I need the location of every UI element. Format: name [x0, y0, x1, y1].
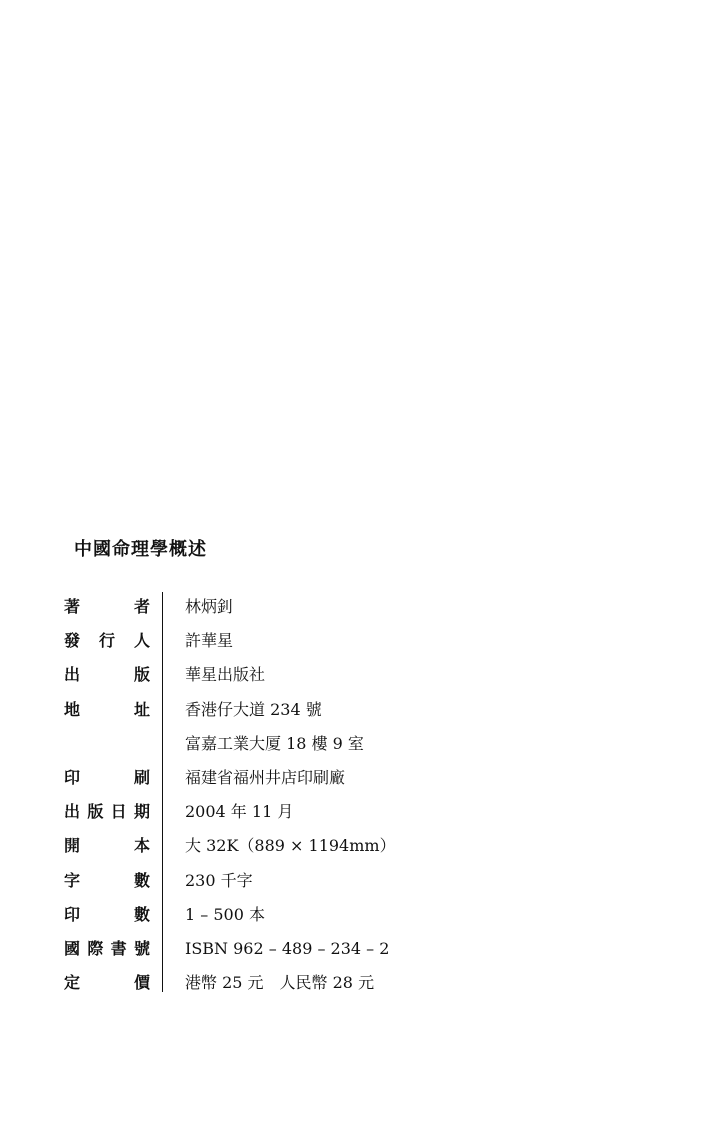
colophon-row-label — [64, 630, 150, 652]
colophon-label-char: 定 — [64, 973, 81, 993]
colophon-row — [64, 729, 464, 763]
colophon-row-label — [64, 767, 150, 789]
book-title: 中國命理學概述 — [74, 539, 207, 560]
colophon-row-label — [64, 972, 150, 994]
colophon-table — [64, 592, 464, 1002]
colophon-row-value: 許華星 — [185, 631, 234, 651]
colophon-row-value: 華星出版社 — [185, 665, 266, 685]
colophon-label-char: 印 — [64, 904, 81, 924]
colophon-label-char: 日 — [110, 802, 127, 822]
colophon-row — [64, 797, 464, 831]
colophon-label-char: 際 — [87, 938, 104, 958]
colophon-label-char: 開 — [64, 836, 81, 856]
colophon-label-char: 號 — [133, 938, 150, 958]
colophon-row-label — [64, 835, 150, 857]
colophon-row-value: 林炳釗 — [185, 597, 234, 616]
colophon-row — [64, 592, 464, 626]
colophon-row — [64, 934, 464, 968]
colophon-row-label — [64, 596, 150, 618]
colophon-label-char: 印 — [64, 767, 81, 787]
colophon-label-char: 本 — [133, 836, 150, 856]
colophon-row — [64, 831, 464, 865]
colophon-row-value: 富嘉工業大厦 18 樓 9 室 — [185, 733, 364, 753]
colophon-label-char: 刷 — [133, 767, 150, 787]
colophon-label-char: 字 — [64, 870, 81, 890]
colophon-row-value: 福建省福州井店印刷廠 — [185, 767, 346, 787]
colophon-row-label — [64, 699, 150, 721]
colophon-label-char: 數 — [133, 870, 150, 890]
colophon-row-label — [64, 664, 150, 686]
colophon-row-label — [64, 938, 150, 960]
colophon-row-value: 大 32K（889 × 1194mm） — [185, 836, 396, 856]
colophon-label-char: 地 — [64, 699, 81, 719]
colophon-row — [64, 866, 464, 900]
colophon-row — [64, 968, 464, 1002]
colophon-row-value: 2004 年 11 月 — [185, 802, 294, 822]
colophon-label-char: 出 — [64, 665, 81, 685]
colophon-rows — [64, 592, 464, 1002]
colophon-label-char: 行 — [98, 631, 115, 651]
colophon-row-value: 1 – 500 本 — [185, 904, 265, 924]
colophon-row — [64, 626, 464, 660]
colophon-label-char: 著 — [64, 597, 81, 616]
colophon-row-label — [64, 904, 150, 926]
colophon-row-value: 港幣 25 元 人民幣 28 元 — [185, 973, 375, 993]
colophon-label-char: 發 — [64, 631, 81, 651]
colophon-label-char: 者 — [133, 597, 150, 616]
colophon-row-value: 230 千字 — [185, 870, 253, 890]
colophon-row — [64, 660, 464, 694]
colophon-row — [64, 900, 464, 934]
colophon-row-label — [64, 801, 150, 823]
colophon-row — [64, 763, 464, 797]
colophon-row-label — [64, 870, 150, 892]
colophon-label-char: 價 — [133, 973, 150, 993]
colophon-label-char: 國 — [64, 938, 81, 958]
colophon-label-char: 版 — [87, 802, 104, 822]
colophon-label-char: 版 — [133, 665, 150, 685]
colophon-label-char: 書 — [110, 938, 127, 958]
colophon-label-char: 人 — [133, 631, 150, 651]
colophon-row-value: ISBN 962 – 489 – 234 – 2 — [185, 938, 390, 958]
colophon-label-char: 期 — [133, 802, 150, 822]
colophon-label-char: 址 — [133, 699, 150, 719]
colophon-label-char: 數 — [133, 904, 150, 924]
colophon-row-value: 香港仔大道 234 號 — [185, 699, 322, 719]
colophon-row — [64, 695, 464, 729]
colophon-label-char: 出 — [64, 802, 81, 822]
